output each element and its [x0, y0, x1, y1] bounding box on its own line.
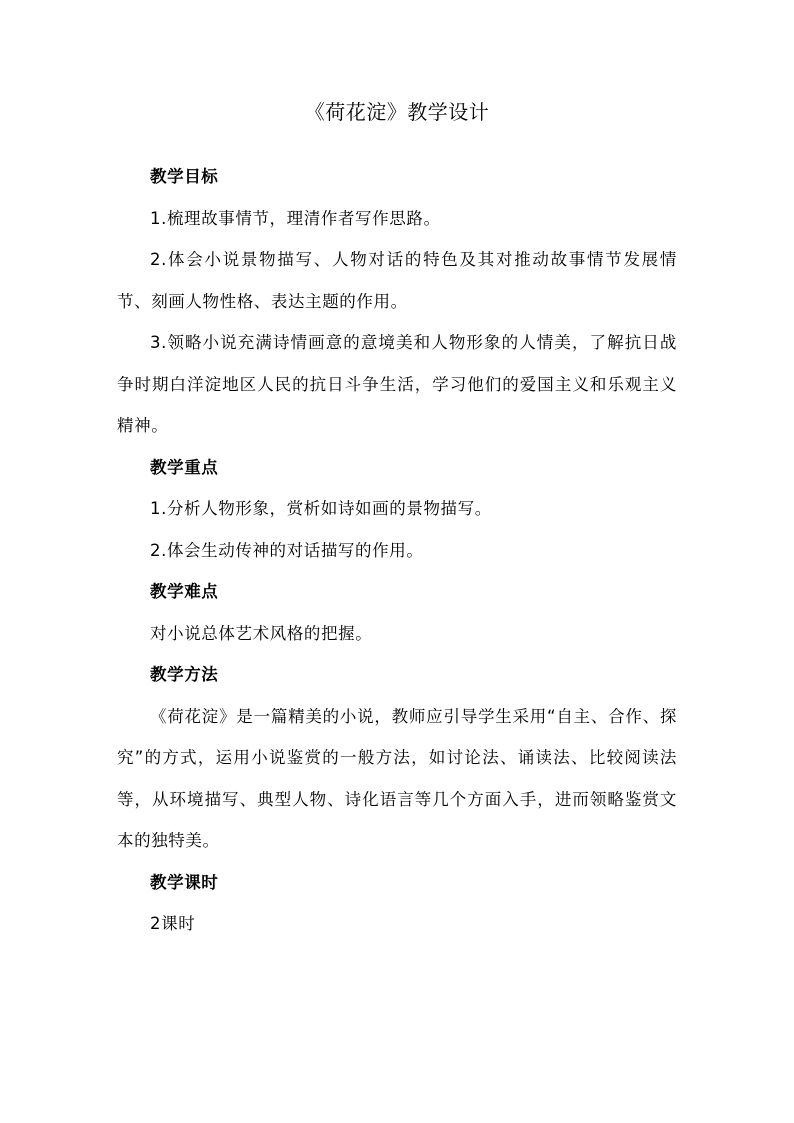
section-heading-objectives: 教学目标 [150, 167, 219, 186]
objective-item-2: 2.体会小说景物描写、人物对话的特色及其对推动故事情节发展情节、刻画人物性格、表达主题的作用。 [117, 250, 677, 311]
key-point-item-2: 2.体会生动传神的对话描写的作用。 [150, 540, 424, 560]
document-title: 《荷花淀》教学设计 [304, 100, 490, 124]
class-hours-value: 2课时 [150, 914, 196, 933]
difficulty-item-1: 对小说总体艺术风格的把握。 [150, 623, 373, 643]
objective-item-3: 3.领略小说充满诗情画意的意境美和人物形象的人情美，了解抗日战争时期白洋淀地区人民的抗日斗争生活，学习他们的爱国主义和乐观主义精神。 [117, 333, 677, 435]
section-heading-methods: 教学方法 [150, 665, 219, 684]
key-point-item-1: 1.分析人物形象，赏析如诗如画的景物描写。 [150, 499, 492, 518]
objective-item-1: 1.梳理故事情节，理清作者写作思路。 [150, 208, 441, 228]
section-heading-key-points: 教学重点 [150, 457, 219, 477]
section-heading-difficulties: 教学难点 [150, 582, 219, 601]
methods-paragraph: 《荷花淀》是一篇精美的小说，教师应引导学生采用“自主、合作、探究”的方式，运用小说鉴赏的一般方法，如讨论法、诵读法、比较阅读法等，从环境描写、典型人物、诗化语言等几个方面入手，进而领略鉴赏文本的独特美。 [117, 706, 677, 850]
section-heading-class-hours: 教学课时 [150, 872, 219, 892]
